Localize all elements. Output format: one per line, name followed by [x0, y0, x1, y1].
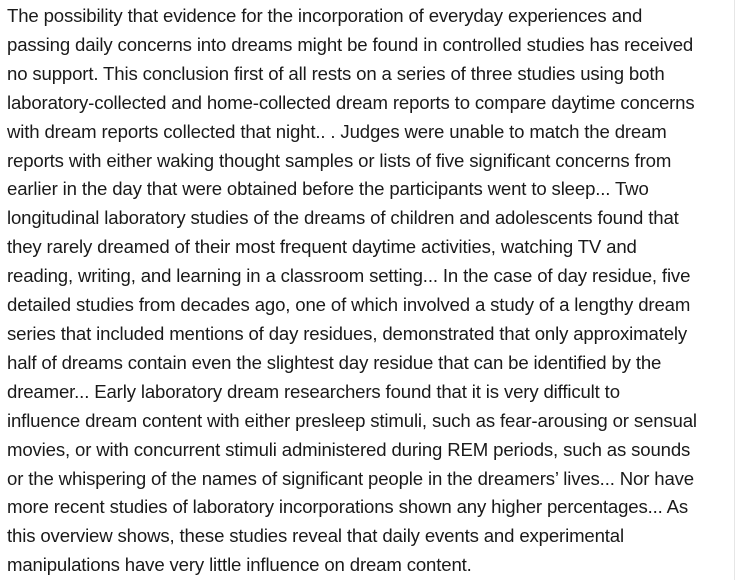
text-line: movies, or with concurrent stimuli administered during REM periods, such as sounds: [7, 438, 691, 460]
text-line: manipulations have very little influence on dream content.: [7, 554, 472, 576]
text-line: laboratory-collected and home-collected dream reports to compare daytime concerns: [7, 91, 695, 113]
text-line: dreamer... Early laboratory dream researchers found that it is very difficult to: [7, 380, 620, 402]
text-line: detailed studies from decades ago, one of which involved a study of a lengthy dream: [7, 294, 691, 316]
text-line: The possibility that evidence for the incorporation of everyday experiences and: [7, 5, 643, 26]
text-line: reports with either waking thought samples or lists of five significant concerns from: [7, 149, 672, 171]
text-line: more recent studies of laboratory incorporations shown any higher percentages... As: [7, 496, 689, 518]
text-line: longitudinal laboratory studies of the dreams of children and adolescents found that: [7, 207, 679, 229]
text-line: or the whispering of the names of significant people in the dreamers’ lives... Nor have: [7, 467, 694, 489]
text-line: half of dreams contain even the slightest day residue that can be identified by the: [7, 351, 662, 373]
text-line: they rarely dreamed of their most frequent daytime activities, watching TV and: [7, 236, 637, 258]
text-line: influence dream content with either presleep stimuli, such as fear-arousing or sensual: [7, 409, 697, 431]
text-line: reading, writing, and learning in a classroom setting... In the case of day residue, five: [7, 265, 691, 287]
text-line: this overview shows, these studies reveal that daily events and experimental: [7, 525, 624, 547]
text-line: with dream reports collected that night.. . Judges were unable to match the dream: [7, 120, 667, 142]
body-paragraph: [7, 2, 729, 580]
text-line: passing daily concerns into dreams might be found in controlled studies has received: [7, 33, 694, 55]
text-line: series that included mentions of day residues, demonstrated that only approximately: [7, 322, 688, 344]
text-line: no support. This conclusion first of all rests on a series of three studies using both: [7, 62, 665, 84]
text-line: earlier in the day that were obtained before the participants went to sleep... Two: [7, 178, 649, 200]
